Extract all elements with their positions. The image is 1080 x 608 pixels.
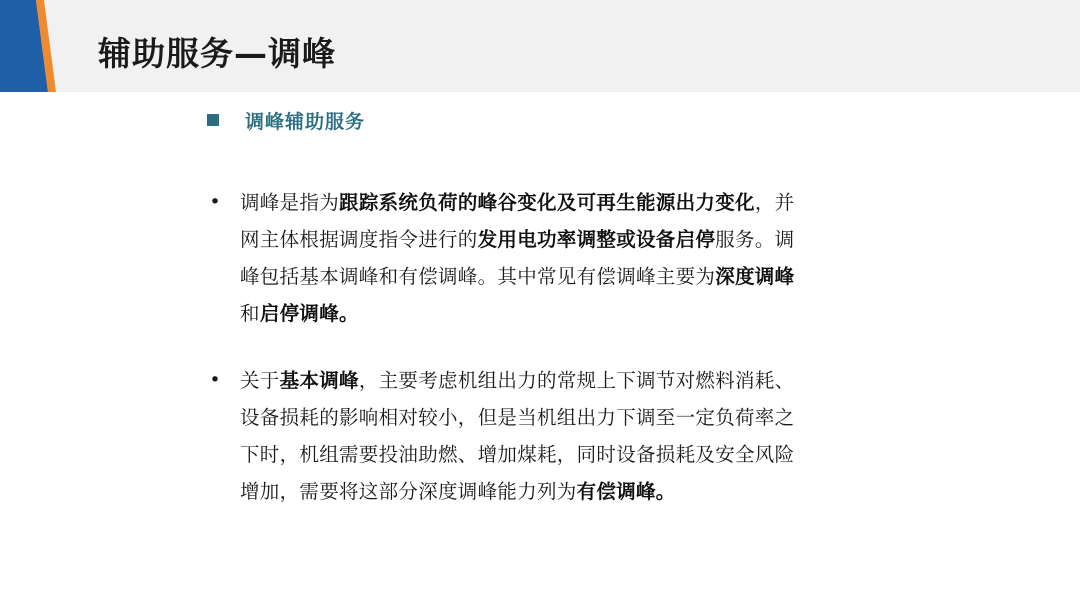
title-bar [0,0,1080,92]
paragraph-line [240,399,898,436]
square-bullet-icon [207,114,219,126]
body-text: 设备损耗的影响相对较小，但是当机组出力下调至一定负荷率之 [240,406,795,429]
emphasized-text: 跟踪系统负荷的峰谷变化及可再生能源出力变化 [339,191,755,214]
paragraph-line [240,295,898,332]
body-text: 关于 [240,369,280,392]
body-text: 和 [240,302,260,325]
emphasized-text: 基本调峰 [279,369,359,392]
emphasized-text: 有偿调峰。 [576,480,676,503]
paragraph-line [240,473,898,510]
body-text: 增加，需要将这部分深度调峰能力列为 [240,480,577,503]
body-text: 服务。调 [715,228,795,251]
body-text: 峰包括基本调峰和有偿调峰。其中常见有偿调峰主要为 [240,265,716,288]
emphasized-text: 启停调峰。 [259,302,359,325]
body-text: 调峰是指为 [240,191,340,214]
emphasized-text: 深度调峰 [715,265,795,288]
bullet-paragraph-peak-shaving-definition [208,184,898,332]
bullet-icon: • [209,369,221,391]
paragraph-line [240,362,898,399]
corner-accent-shape [0,0,56,92]
slide-title: 辅助服务—调峰 [98,34,336,73]
body-text: 网主体根据调度指令进行的 [240,228,478,251]
body-text: ，主要考虑机组出力的常规上下调节对燃料消耗、 [358,369,795,392]
paragraph-line [240,221,898,258]
emphasized-text: 发用电功率调整或设备启停 [477,228,716,251]
body-text: 下时，机组需要投油助燃、增加煤耗，同时设备损耗及安全风险 [240,443,795,466]
bullet-icon: • [209,191,221,213]
paragraph-line [240,436,898,473]
paragraph-line [240,258,898,295]
section-heading-label: 调峰辅助服务 [245,110,366,133]
section-heading [207,106,365,134]
bullet-paragraph-basic-peak-shaving [208,362,898,510]
paragraph-line [240,184,898,221]
body-text: ，并 [754,191,795,214]
